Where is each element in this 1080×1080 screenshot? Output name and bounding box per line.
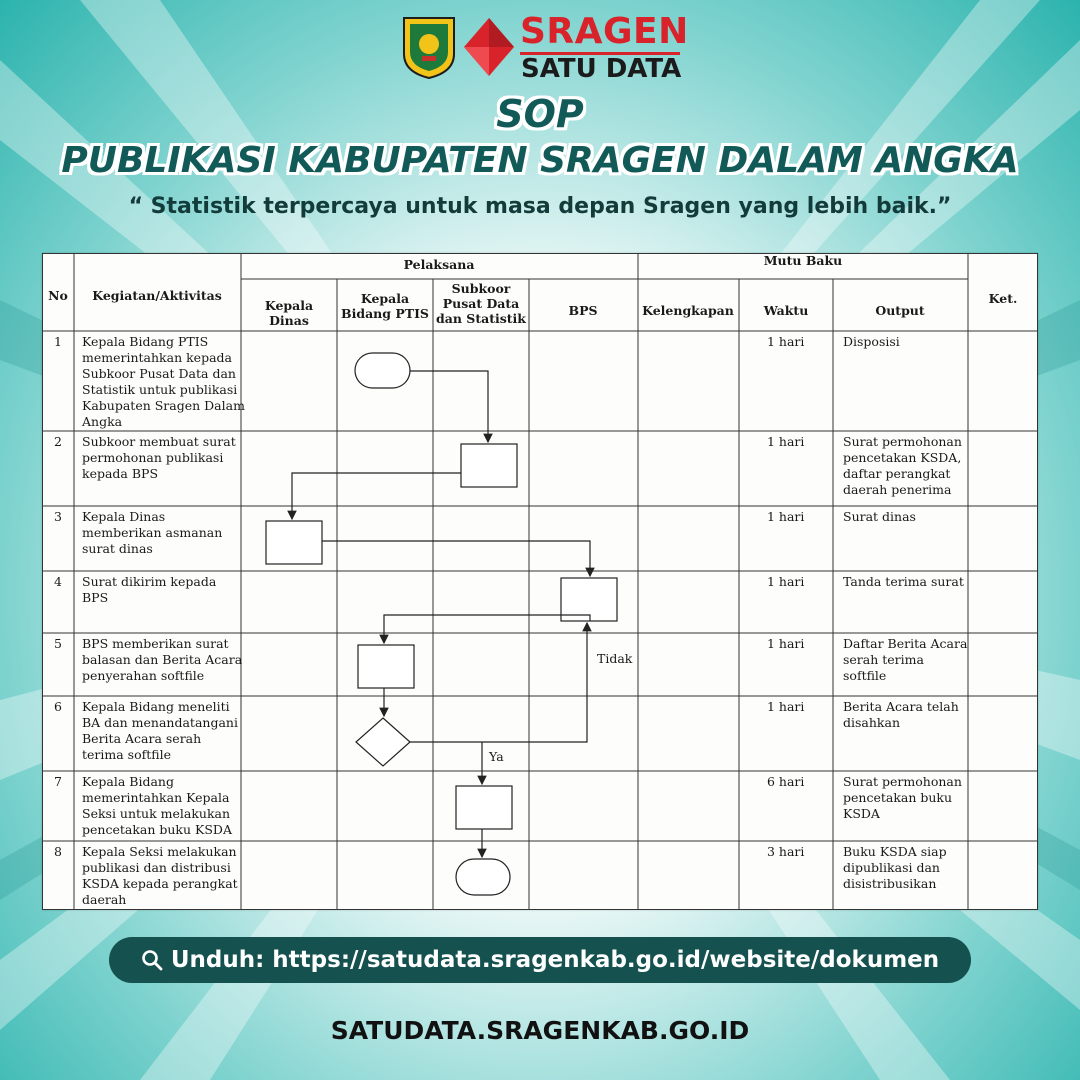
output-line: daftar perangkat — [843, 466, 951, 481]
output-line: pencetakan buku — [843, 790, 953, 805]
brand-subtitle: SATU DATA — [521, 54, 682, 84]
red-cube-icon — [462, 16, 516, 78]
flow-label-yes: Ya — [489, 749, 504, 764]
waktu-value: 1 hari — [767, 434, 805, 449]
row-number: 4 — [54, 574, 62, 589]
waktu-value: 1 hari — [767, 574, 805, 589]
tagline: “ Statistik terpercaya untuk masa depan Sragen yang lebih baik.” — [128, 194, 952, 219]
activity-line: pencetakan buku KSDA — [82, 822, 232, 837]
output-line: KSDA — [843, 806, 880, 821]
row-number: 3 — [54, 509, 62, 524]
output-line: Tanda terima surat — [843, 574, 964, 589]
output-line: serah terima — [843, 652, 924, 667]
table-row — [54, 334, 900, 429]
output-line: Berita Acara telah — [843, 699, 959, 714]
activity-line: KSDA kepada perangkat — [82, 876, 238, 891]
activity-line: Subkoor Pusat Data dan — [82, 366, 236, 381]
activity-line: permohonan publikasi — [82, 450, 224, 465]
waktu-value: 1 hari — [767, 699, 805, 714]
title-sop: SOP — [496, 92, 584, 136]
activity-line: memberikan asmanan — [82, 525, 223, 540]
table-row — [54, 699, 959, 762]
activity-line: kepada BPS — [82, 466, 159, 481]
row-number: 6 — [54, 699, 62, 714]
activity-line: balasan dan Berita Acara — [82, 652, 243, 667]
waktu-value: 3 hari — [767, 844, 805, 859]
page-title: PUBLIKASI KABUPATEN SRAGEN DALAM ANGKA — [61, 140, 1019, 181]
header-kepala-dinas: Kepala Dinas — [264, 298, 314, 328]
activity-line: Kepala Bidang PTIS — [82, 334, 209, 349]
row-number: 8 — [54, 844, 62, 859]
output-line: softfile — [843, 668, 887, 683]
waktu-value: 1 hari — [767, 334, 805, 349]
row-number: 7 — [54, 774, 62, 789]
output-line: pencetakan KSDA, — [843, 450, 962, 465]
table-row — [54, 509, 916, 556]
row-number: 5 — [54, 636, 62, 651]
activity-line: Angka — [82, 414, 123, 429]
activity-line: Kabupaten Sragen Dalam — [82, 398, 245, 413]
activity-line: Kepala Bidang — [82, 774, 174, 789]
header-bps: BPS — [568, 303, 598, 318]
table-row — [54, 636, 968, 683]
header-activity: Kegiatan/Aktivitas — [92, 288, 222, 303]
activity-line: Kepala Seksi melakukan — [82, 844, 237, 859]
activity-line: Kepala Bidang meneliti — [82, 699, 230, 714]
flow-step-2-box — [461, 444, 517, 487]
activity-line: publikasi dan distribusi — [82, 860, 231, 875]
activity-line: BA dan menandatangani — [82, 715, 238, 730]
header-subkoor: Subkoor Pusat Data dan Statistik — [436, 281, 526, 326]
output-line: Surat permohonan — [843, 434, 962, 449]
header-ket: Ket. — [988, 291, 1018, 306]
activity-line: Subkoor membuat surat — [82, 434, 236, 449]
activity-line: penyerahan softfile — [82, 668, 205, 683]
sop-document — [42, 253, 1038, 910]
activity-line: surat dinas — [82, 541, 153, 556]
output-line: disahkan — [843, 715, 900, 730]
output-line: daerah penerima — [843, 482, 952, 497]
activity-line: daerah — [82, 892, 127, 907]
sop-flowchart-table — [42, 253, 1038, 910]
search-icon — [141, 949, 163, 971]
download-link-button[interactable] — [109, 937, 971, 983]
activity-line: terima softfile — [82, 747, 171, 762]
activity-line: Statistik untuk publikasi — [82, 382, 238, 397]
header-output: Output — [875, 303, 925, 318]
waktu-value: 1 hari — [767, 509, 805, 524]
download-label: Unduh: https://satudata.sragenkab.go.id/website/dokumen — [170, 947, 940, 973]
activity-line: BPS — [82, 590, 109, 605]
output-line: Disposisi — [843, 334, 900, 349]
flow-step-5-box — [358, 645, 414, 688]
header-logos — [0, 12, 1080, 84]
brand-name: SRAGEN — [520, 11, 689, 52]
row-number: 2 — [54, 434, 62, 449]
waktu-value: 1 hari — [767, 636, 805, 651]
activity-line: Seksi untuk melakukan — [82, 806, 231, 821]
activity-line: Berita Acara serah — [82, 731, 202, 746]
header-mutu-baku: Mutu Baku — [763, 253, 843, 268]
output-line: Surat dinas — [843, 509, 916, 524]
output-line: disistribusikan — [843, 876, 937, 891]
output-line: dipublikasi dan — [843, 860, 940, 875]
website-url[interactable]: SATUDATA.SRAGENKAB.GO.ID — [330, 1016, 750, 1045]
flow-label-no: Tidak — [597, 651, 633, 666]
header-no: No — [48, 288, 68, 303]
flow-step-3-box — [266, 521, 322, 564]
output-line: Daftar Berita Acara — [843, 636, 968, 651]
header-kelengkapan: Kelengkapan — [642, 303, 734, 318]
header-waktu: Waktu — [763, 303, 809, 318]
activity-line: memerintahkan Kepala — [82, 790, 230, 805]
table-header — [48, 253, 1017, 328]
waktu-value: 6 hari — [767, 774, 805, 789]
flow-decision-diamond — [356, 718, 410, 766]
activity-line: memerintahkan kepada — [82, 350, 232, 365]
flowchart — [266, 353, 617, 895]
table-row — [54, 574, 964, 605]
output-line: Surat permohonan — [843, 774, 962, 789]
activity-line: Surat dikirim kepada — [82, 574, 217, 589]
regency-seal-icon — [400, 14, 458, 80]
header-kepala-bidang: Kepala Bidang PTIS — [341, 291, 429, 321]
header-pelaksana: Pelaksana — [403, 257, 475, 272]
activity-line: BPS memberikan surat — [82, 636, 229, 651]
title-block — [0, 92, 1080, 219]
flow-step-7-box — [456, 786, 512, 829]
flow-end-terminator — [456, 859, 510, 895]
row-number: 1 — [54, 334, 62, 349]
activity-line: Kepala Dinas — [82, 509, 166, 524]
output-line: Buku KSDA siap — [843, 844, 947, 859]
flow-start-terminator — [355, 353, 410, 388]
